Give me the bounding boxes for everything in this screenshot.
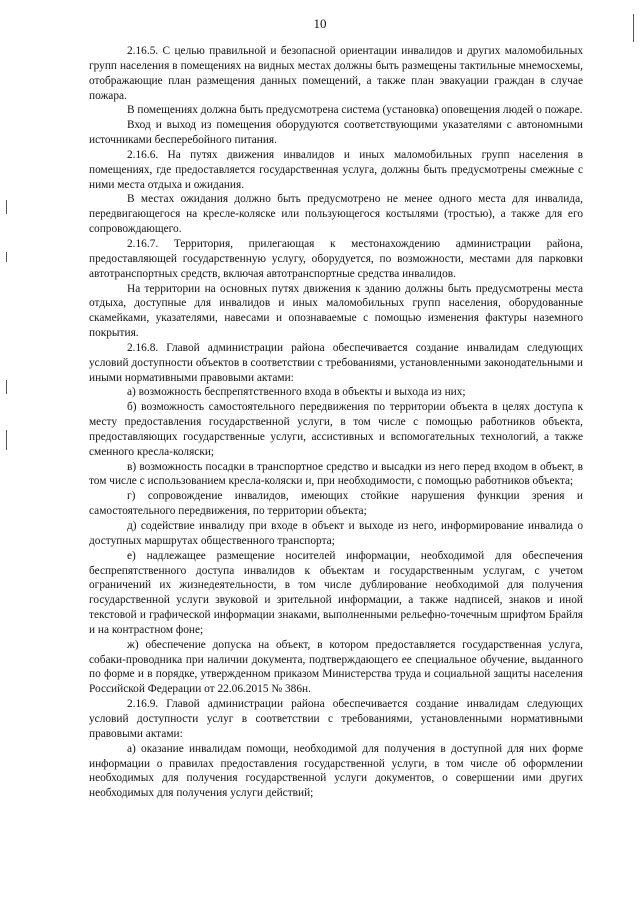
paragraph-2-16-6: 2.16.6. На путях движения инвалидов и иных маломобильных групп населения в помещениях, где предоставляется государственная услуга, должны быть предусмотрены смежные с ними места отдыха и ожидания. [89,148,583,191]
scan-edge-mark [6,430,7,450]
paragraph-2-16-7: 2.16.7. Территория, прилегающая к местонахождению администрации района, предоставляющей государственную услугу, оборудуется, по возможности, местами для парковки автотранспортных средств, включая автотранспортные средства инвалидов. [89,237,583,280]
paragraph-2-16-8: 2.16.8. Главой администрации района обеспечивается создание инвалидам следующих условий доступности объектов в соответствии с требованиями, установленными законодательными и иными нормативными правовыми актами: [89,341,583,384]
list-item-d: д) содействие инвалиду при входе в объект и выходе из него, информирование инвалида о доступных маршрутах общественного транспорта; [89,520,583,547]
scan-edge-mark [6,252,7,262]
paragraph-exit-signs: Вход и выход из помещения оборудуются соответствующими указателями с автономными источниками бесперебойного питания. [89,119,583,147]
scan-edge-mark [633,14,634,42]
list-item-zh: ж) обеспечение допуска на объект, в котором предоставляется государственная услуга, собаки-проводника при наличии документа, подтверждающего ее специальное обучение, выданного по форме и в порядке, утвержденном приказом Министерства труда и социальной защиты населения Российской Федерации от 22.06.2015 № 386н. [89,638,583,696]
paragraph-2-16-9: 2.16.9. Главой администрации района обеспечивается создание инвалидам следующих условий доступности услуг в соответствии с требованиями, установленными нормативными правовыми актами: [89,698,583,740]
scan-edge-mark [6,200,7,214]
list-item-a: а) возможность беспрепятственного входа в объекты и выхода из них; [127,386,466,399]
paragraph-2-16-5: 2.16.5. С целью правильной и безопасной ориентации инвалидов и других маломобильных групп населения в помещениях на видных местах должны быть размещены тактильные мнемосхемы, отображающие план размещения данных помещений, а также план эвакуации граждан в случае пожара. [89,45,583,102]
paragraph-fire-alarm: В помещениях должна быть предусмотрена система (установка) оповещения людей о пожаре. [127,104,583,117]
paragraph-waiting-places: В местах ожидания должно быть предусмотрено не менее одного места для инвалида, передвигающегося на кресле-коляске или пользующегося костылями (тростью), а также для его сопровождающего. [89,193,583,236]
paragraph-territory-rest: На территории на основных путях движения к зданию должны быть предусмотрены места отдыха, доступные для инвалидов и иных маломобильных групп населения, оборудованные скамейками, указателями, навесами и опознаваемые с помощью изменения фактуры наземного покрытия. [89,282,583,340]
document-body [89,44,583,801]
list-item-b: б) возможность самостоятельного передвижения по территории объекта в целях доступа к месту предоставления государственной услуги, в том числе с помощью работников объекта, предоставляющих государственные услуги, ассистивных и вспомогательных технологий, а также сменного кресла-коляски; [89,401,583,458]
page-number: 10 [313,16,327,31]
scan-edge-mark [6,380,7,394]
list-item-e: е) надлежащее размещение носителей информации, необходимой для обеспечения беспрепятственного доступа инвалидов к объектам и государственным услугам, с учетом ограничений их жизнедеятельности, в том числе дублирование необходимой для получения государственной услуги звуковой и зрительной информации, а также надписей, знаков и иной текстовой и графической информации знаками, выполненными рельефно-точечным шрифтом Брайля и на контрастном фоне; [89,549,583,636]
list-item-v: в) возможность посадки в транспортное средство и высадки из него перед входом в объект, в том числе с использованием кресла-коляски и, при необходимости, с помощью работников объекта; [89,460,583,488]
list-item-g: г) сопровождение инвалидов, имеющих стойкие нарушения функции зрения и самостоятельного передвижения, по территории объекта; [89,490,583,518]
list-item-a-services: а) оказание инвалидам помощи, необходимой для получения в доступной для них форме информации о правилах предоставления государственной услуги, в том числе об оформлении необходимых для получения государственной услуги документов, о совершении ими других необходимых для получения услуги действий; [89,742,583,800]
